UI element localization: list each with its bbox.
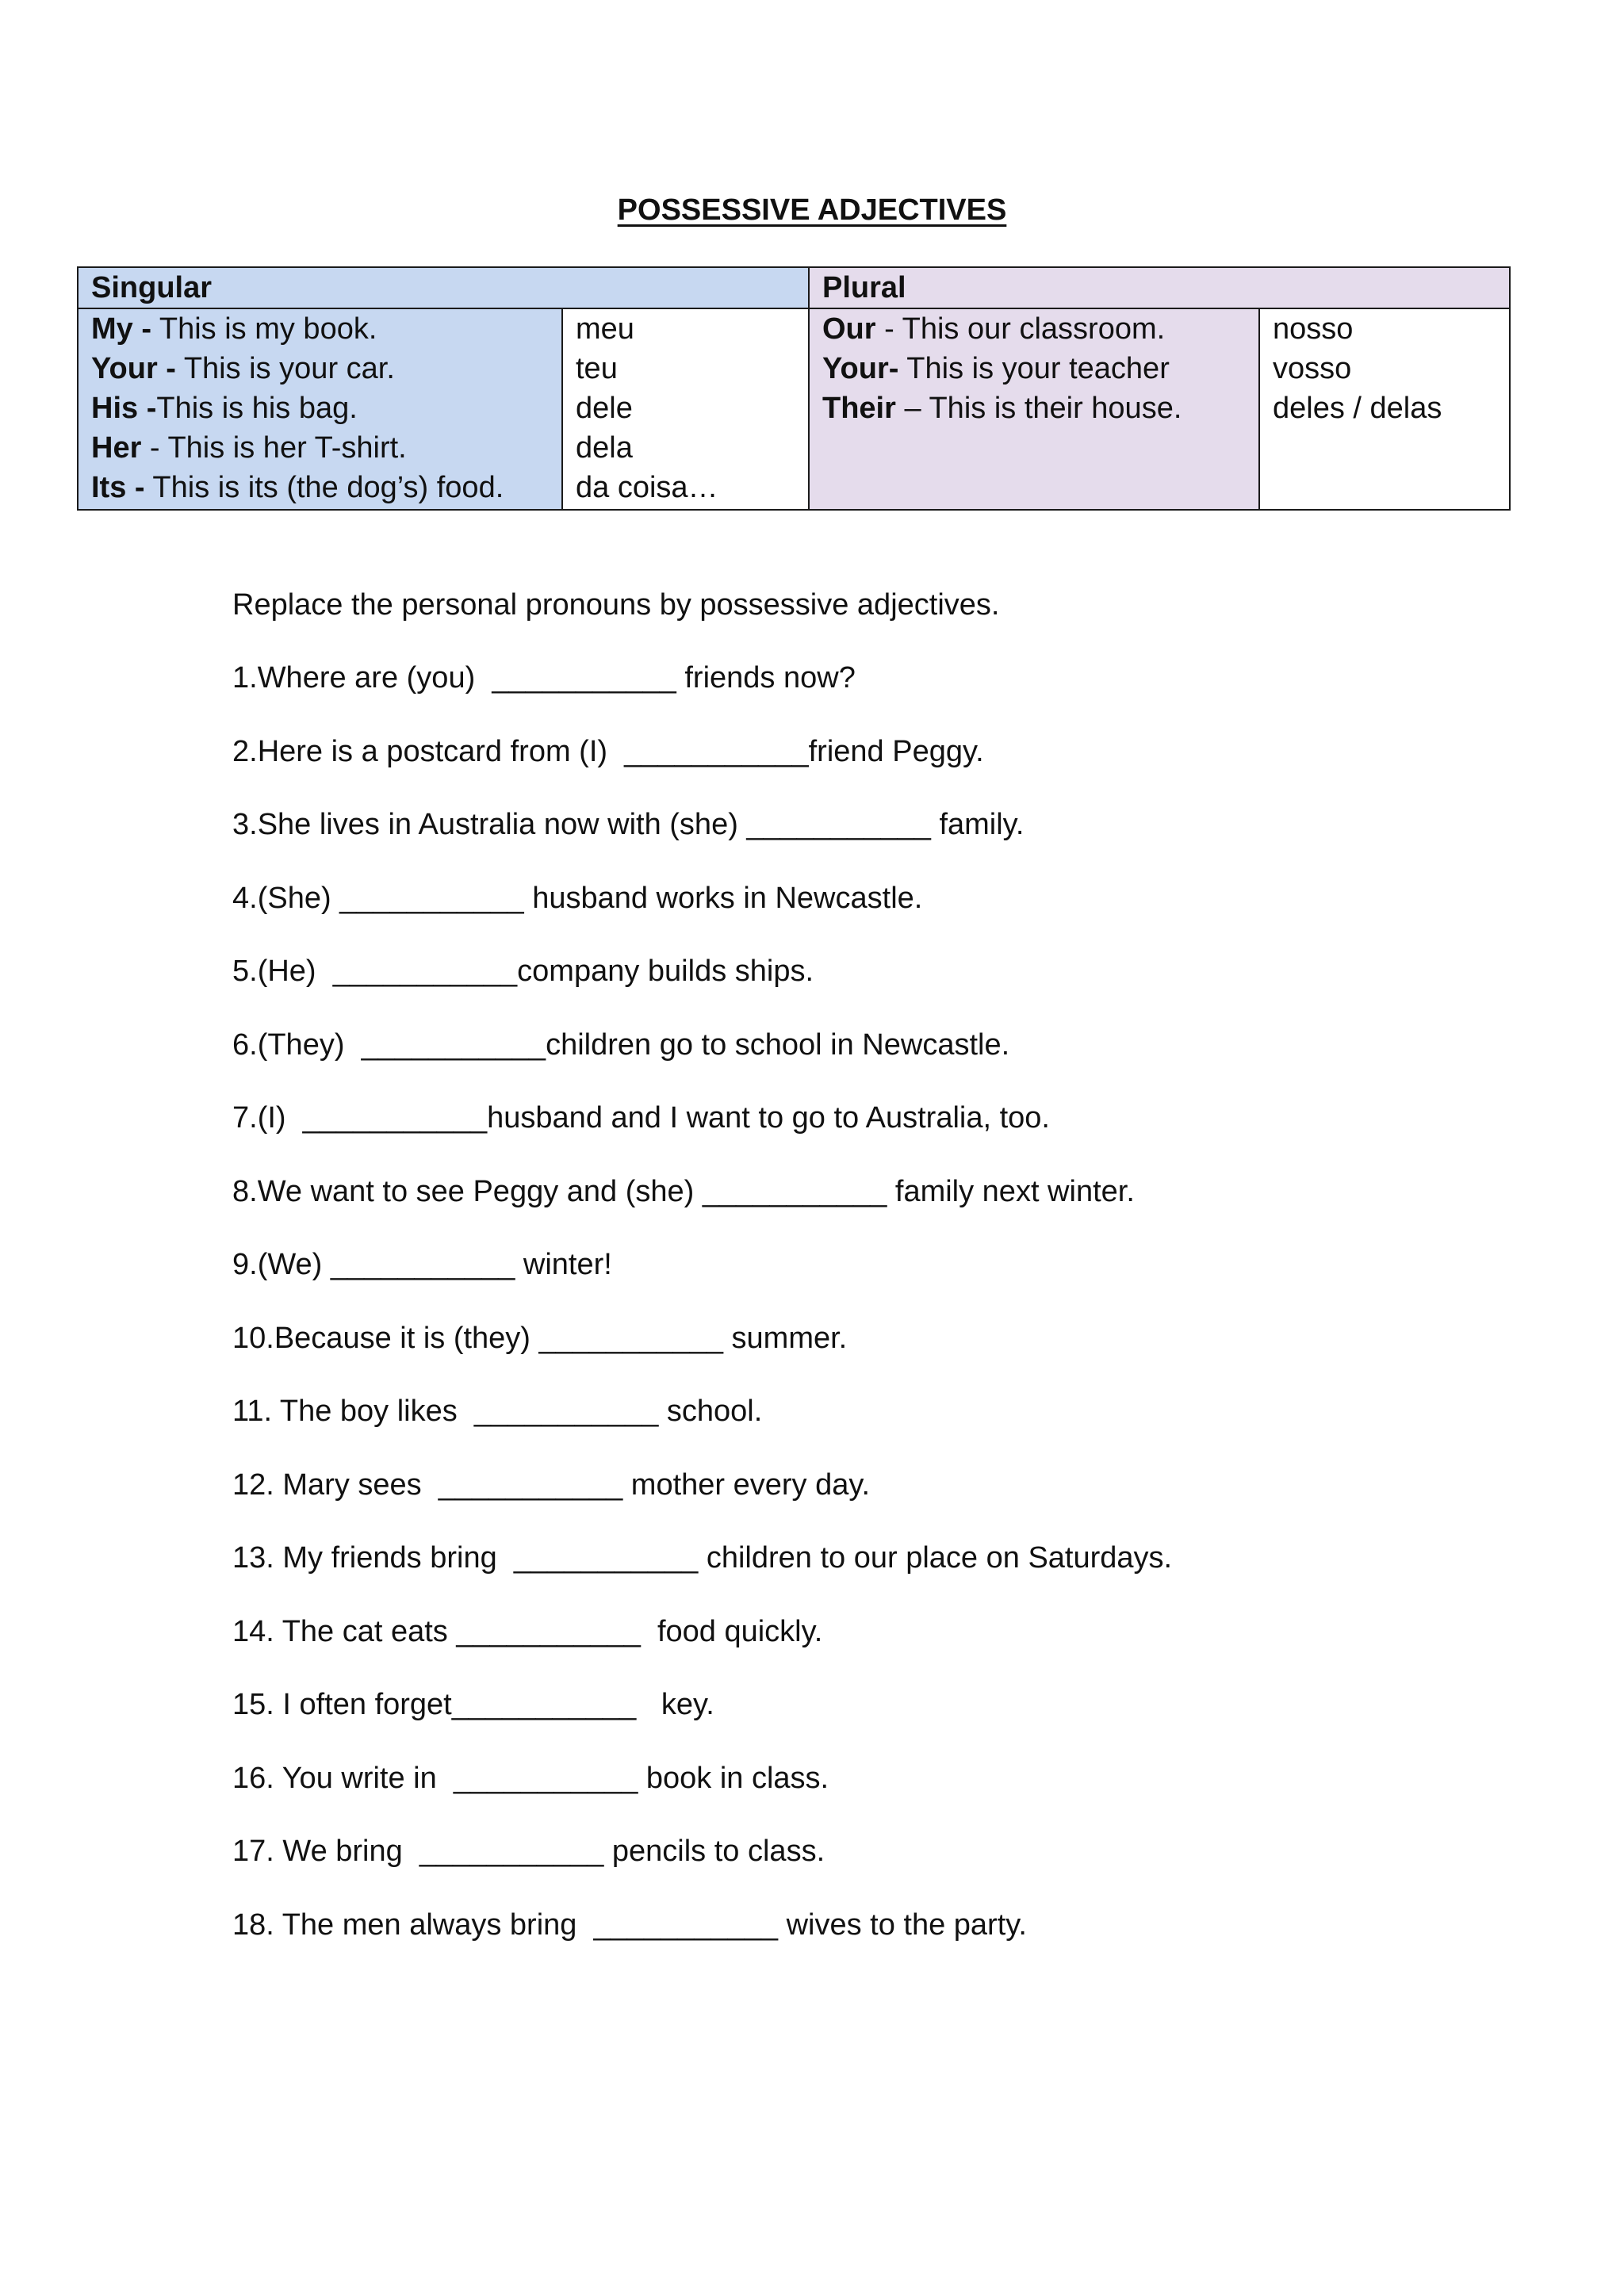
translation-vosso: vosso: [1273, 352, 1352, 385]
page-title: POSSESSIVE ADJECTIVES: [617, 193, 1007, 227]
translation-nosso: nosso: [1273, 312, 1354, 346]
exercise-item: 3.She lives in Australia now with (she) ___________ family.: [232, 808, 1025, 841]
singular-example-his: His -This is his bag.: [91, 392, 358, 425]
exercise-instructions: Replace the personal pronouns by possessive adjectives.: [232, 588, 1000, 622]
exercise-item: 13. My friends bring ___________ children to our place on Saturdays.: [232, 1541, 1173, 1575]
exercise-item: 9.(We) ___________ winter!: [232, 1248, 612, 1281]
plural-example-their: Their – This is their house.: [822, 392, 1182, 425]
singular-example-your: Your - This is your car.: [91, 352, 395, 385]
table-body-row: [78, 308, 1510, 510]
exercise-item: 12. Mary sees ___________ mother every day.: [232, 1468, 871, 1502]
translation-teu: teu: [576, 352, 618, 385]
exercise-item: 16. You write in ___________ book in class.: [232, 1761, 829, 1795]
singular-examples-cell: [78, 308, 562, 510]
singular-translations-cell: [562, 308, 809, 510]
exercise-item: 5.(He) ___________company builds ships.: [232, 955, 814, 988]
exercise-item: 6.(They) ___________children go to school in Newcastle.: [232, 1027, 1010, 1062]
plural-example-your: Your- This is your teacher: [822, 352, 1170, 385]
plural-example-our: Our - This our classroom.: [822, 312, 1166, 346]
exercise-item: 10.Because it is (they) ___________ summer.: [232, 1321, 848, 1355]
singular-header: Singular: [78, 267, 809, 308]
exercise-item: 18. The men always bring ___________ wives to the party.: [232, 1908, 1027, 1942]
translation-meu: meu: [576, 312, 634, 346]
singular-example-her: Her - This is her T-shirt.: [91, 431, 407, 465]
translation-dele: dele: [576, 392, 633, 425]
exercise-item: 8.We want to see Peggy and (she) ___________ family next winter.: [232, 1174, 1135, 1208]
translation-da-coisa: da coisa…: [576, 471, 718, 504]
possessive-adjectives-table: [77, 266, 1511, 511]
singular-example-my: My - This is my book.: [91, 312, 377, 346]
plural-header: Plural: [809, 267, 1510, 308]
exercise-item: 4.(She) ___________ husband works in Newcastle.: [232, 881, 923, 915]
plural-translations-cell: [1259, 308, 1510, 510]
singular-example-its: Its - This is its (the dog’s) food.: [91, 471, 504, 504]
exercise-item: 2.Here is a postcard from (I) ___________friend Peggy.: [232, 734, 984, 768]
plural-examples-cell: [809, 308, 1259, 510]
exercise-item: 17. We bring ___________ pencils to class.: [232, 1835, 825, 1868]
exercise-item: 14. The cat eats ___________ food quickly.: [232, 1614, 823, 1648]
exercise-item: 11. The boy likes ___________ school.: [232, 1395, 763, 1428]
table-header-row: [78, 267, 1510, 308]
translation-deles-delas: deles / delas: [1273, 392, 1442, 425]
exercise-list: [232, 658, 1172, 1978]
translation-dela: dela: [576, 431, 633, 465]
exercise-item: 7.(I) ___________husband and I want to go to Australia, too.: [232, 1101, 1050, 1135]
exercise-item: 1.Where are (you) ___________ friends now?: [232, 661, 856, 695]
exercise-item: 15. I often forget___________ key.: [232, 1688, 714, 1721]
